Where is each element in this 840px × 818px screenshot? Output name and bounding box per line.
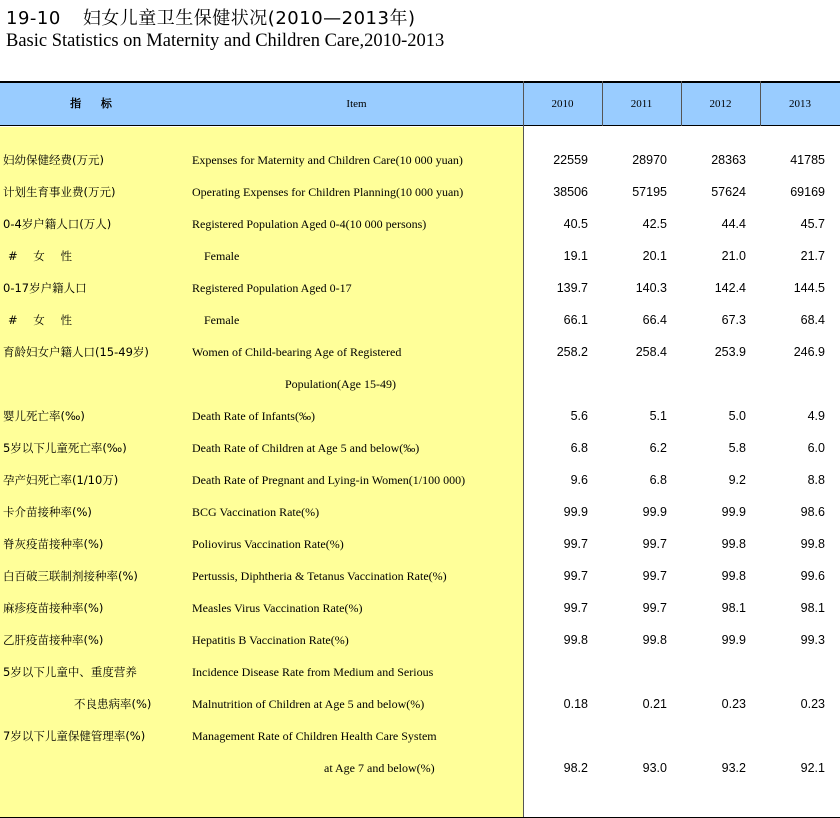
table-row: [0, 560, 840, 592]
row-label-en: Registered Population Aged 0-17: [192, 281, 352, 295]
row-label-zh: 不良患病率(%): [74, 697, 152, 711]
value-2010: 99.9: [563, 505, 588, 519]
value-2012: 142.4: [714, 281, 746, 295]
row-label-zh: 计划生育事业费(万元): [3, 185, 116, 199]
value-2011: 5.1: [649, 409, 667, 423]
page-title-zh: [6, 4, 415, 30]
table-row: [0, 208, 840, 240]
header-year-2012: 2012: [709, 98, 732, 110]
value-2011: 42.5: [642, 217, 667, 231]
table-row: [0, 688, 840, 720]
row-label-en: at Age 7 and below(%): [324, 761, 435, 775]
header-year-2011: 2011: [630, 98, 653, 110]
value-2012: 98.1: [721, 601, 746, 615]
row-label-zh: 5岁以下儿童中、重度营养: [3, 665, 137, 679]
value-2012: 5.0: [728, 409, 746, 423]
table-row: [0, 592, 840, 624]
value-2013: 69169: [790, 185, 825, 199]
row-label-zh: 乙肝疫苗接种率(%): [3, 633, 104, 647]
value-2013: 41785: [790, 153, 825, 167]
value-2010: 5.6: [570, 409, 588, 423]
value-2010: 99.8: [563, 633, 588, 647]
table-row: [0, 336, 840, 368]
value-2010: 258.2: [556, 345, 588, 359]
row-label-zh: 5岁以下儿童死亡率(‰): [3, 441, 127, 455]
row-label-en: Incidence Disease Rate from Medium and Serious: [192, 665, 434, 679]
table-row: [0, 496, 840, 528]
value-2012: 99.8: [721, 537, 746, 551]
page-title-en: Basic Statistics on Maternity and Children Care,2010-2013: [6, 31, 445, 51]
value-2011: 20.1: [642, 249, 667, 263]
value-2011: 6.2: [649, 441, 667, 455]
value-2013: 0.23: [800, 697, 825, 711]
row-label-en: Death Rate of Infants(‰): [192, 409, 315, 423]
value-2010: 99.7: [563, 601, 588, 615]
value-2011: 99.7: [642, 569, 667, 583]
value-2013: 21.7: [800, 249, 825, 263]
row-label-zh: 妇幼保健经费(万元): [3, 153, 104, 167]
value-2010: 99.7: [563, 569, 588, 583]
value-2010: 66.1: [563, 313, 588, 327]
row-label-zh: 7岁以下儿童保健管理率(%): [3, 729, 146, 743]
value-2011: 0.21: [642, 697, 667, 711]
value-2013: 98.1: [800, 601, 825, 615]
table-row: [0, 464, 840, 496]
value-2010: 38506: [553, 185, 588, 199]
value-2010: 6.8: [570, 441, 588, 455]
row-label-en: Hepatitis B Vaccination Rate(%): [192, 633, 349, 647]
value-2010: 139.7: [556, 281, 588, 295]
row-label-zh: 脊灰疫苗接种率(%): [3, 537, 104, 551]
row-label-zh: # 女 性: [8, 249, 78, 263]
value-2012: 93.2: [721, 761, 746, 775]
value-2011: 57195: [632, 185, 667, 199]
row-label-zh: 麻疹疫苗接种率(%): [3, 601, 104, 615]
row-label-zh: 孕产妇死亡率(1/10万): [3, 473, 119, 487]
value-2012: 9.2: [728, 473, 746, 487]
row-label-en: Registered Population Aged 0-4(10 000 persons): [192, 217, 427, 231]
column-divider: [681, 81, 682, 126]
table-row: [0, 656, 840, 688]
value-2012: 67.3: [721, 313, 746, 327]
value-2013: 68.4: [800, 313, 825, 327]
table-row: [0, 368, 840, 400]
value-2013: 99.8: [800, 537, 825, 551]
value-2011: 99.7: [642, 537, 667, 551]
row-label-en: BCG Vaccination Rate(%): [192, 505, 320, 519]
header-year-2013: 2013: [789, 98, 811, 110]
value-2013: 98.6: [800, 505, 825, 519]
value-2013: 92.1: [800, 761, 825, 775]
value-2012: 44.4: [721, 217, 746, 231]
row-label-zh: 0-4岁户籍人口(万人): [3, 217, 112, 231]
row-label-zh: # 女 性: [8, 313, 78, 327]
row-label-zh: 0-17岁户籍人口: [3, 281, 87, 295]
value-2012: 57624: [711, 185, 746, 199]
value-2012: 21.0: [721, 249, 746, 263]
row-label-en: Female: [204, 249, 240, 263]
table-row: [0, 240, 840, 272]
table-row: [0, 272, 840, 304]
value-2010: 99.7: [563, 537, 588, 551]
row-label-en: Death Rate of Children at Age 5 and below(‰): [192, 441, 420, 455]
row-label-en: Population(Age 15-49): [285, 377, 396, 391]
table-header: [0, 81, 840, 126]
table-row: [0, 752, 840, 784]
value-2013: 4.9: [807, 409, 825, 423]
row-label-en: Death Rate of Pregnant and Lying-in Women(1/100 000): [192, 473, 466, 487]
value-2012: 99.9: [721, 633, 746, 647]
row-label-en: Poliovirus Vaccination Rate(%): [192, 537, 344, 551]
row-label-en: Operating Expenses for Children Planning(10 000 yuan): [192, 185, 464, 199]
row-label-zh: 卡介苗接种率(%): [3, 505, 92, 519]
value-2011: 6.8: [649, 473, 667, 487]
value-2011: 93.0: [642, 761, 667, 775]
value-2010: 9.6: [570, 473, 588, 487]
header-indicator-zh: 指 标: [70, 97, 120, 110]
value-2011: 99.9: [642, 505, 667, 519]
row-label-en: Expenses for Maternity and Children Care(10 000 yuan): [192, 153, 463, 167]
row-label-en: Malnutrition of Children at Age 5 and below(%): [192, 697, 425, 711]
row-label-en: Female: [204, 313, 240, 327]
value-2011: 66.4: [642, 313, 667, 327]
header-item-en: Item: [346, 98, 367, 110]
table-row: [0, 176, 840, 208]
table-number: 19-10: [6, 8, 61, 29]
column-divider: [602, 81, 603, 126]
row-label-zh: 育龄妇女户籍人口(15-49岁): [3, 345, 149, 359]
value-2012: 28363: [711, 153, 746, 167]
table-row: [0, 432, 840, 464]
row-label-en: Management Rate of Children Health Care System: [192, 729, 437, 743]
table-row: [0, 304, 840, 336]
value-2013: 246.9: [793, 345, 825, 359]
value-2012: 99.9: [721, 505, 746, 519]
value-2010: 22559: [553, 153, 588, 167]
value-2012: 253.9: [714, 345, 746, 359]
statistics-table: [0, 81, 840, 818]
value-2011: 140.3: [635, 281, 667, 295]
value-2013: 45.7: [800, 217, 825, 231]
row-label-en: Women of Child-bearing Age of Registered: [192, 345, 402, 359]
table-row: [0, 144, 840, 176]
value-2010: 40.5: [563, 217, 588, 231]
table-row: [0, 400, 840, 432]
value-2012: 5.8: [728, 441, 746, 455]
value-2012: 0.23: [721, 697, 746, 711]
title-zh-text: 妇女儿童卫生保健状况(2010—2013年): [82, 8, 416, 29]
value-2013: 144.5: [793, 281, 825, 295]
value-2011: 28970: [632, 153, 667, 167]
value-2010: 0.18: [563, 697, 588, 711]
value-2011: 258.4: [635, 345, 667, 359]
value-2013: 99.6: [800, 569, 825, 583]
value-2010: 19.1: [563, 249, 588, 263]
table-row: [0, 624, 840, 656]
row-label-en: Pertussis, Diphtheria & Tetanus Vaccination Rate(%): [192, 569, 447, 583]
value-2012: 99.8: [721, 569, 746, 583]
row-label-en: Measles Virus Vaccination Rate(%): [192, 601, 363, 615]
table-row: [0, 528, 840, 560]
value-2013: 8.8: [807, 473, 825, 487]
table-row: [0, 720, 840, 752]
value-2011: 99.7: [642, 601, 667, 615]
column-divider: [760, 81, 761, 126]
value-2010: 98.2: [563, 761, 588, 775]
row-label-zh: 婴儿死亡率(‰): [3, 409, 85, 423]
value-2013: 6.0: [807, 441, 825, 455]
value-2013: 99.3: [800, 633, 825, 647]
header-year-2010: 2010: [551, 98, 574, 110]
value-2011: 99.8: [642, 633, 667, 647]
row-label-zh: 白百破三联制剂接种率(%): [3, 569, 138, 583]
